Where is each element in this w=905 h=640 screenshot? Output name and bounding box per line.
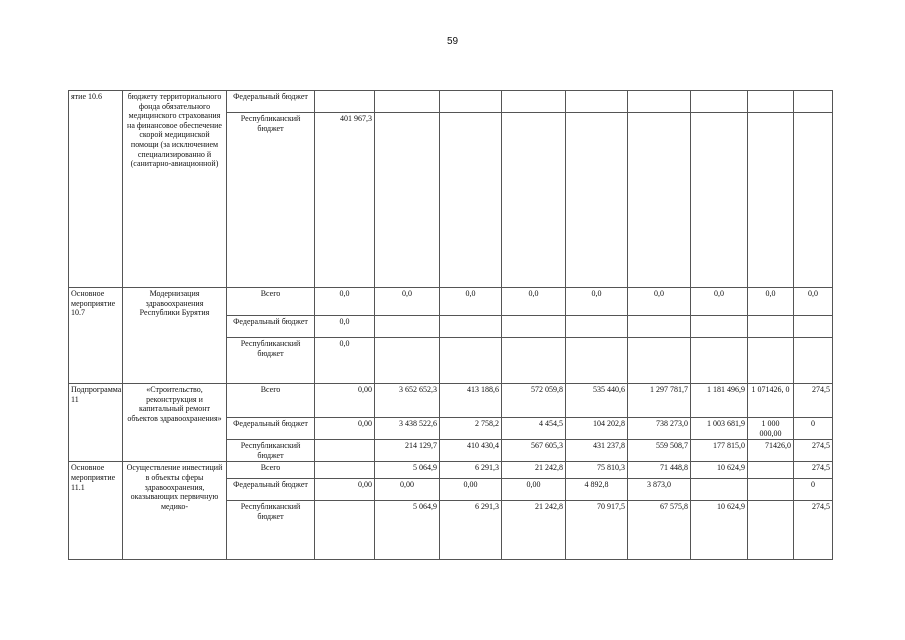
source-label: Федеральный бюджет [227,418,315,440]
table-cell: 0,00 [502,479,566,501]
activity-code: Основное мероприятие 10.7 [69,288,123,384]
activity-name: «Строительство, реконструкция и капитальный ремонт объектов здравоохранения» [123,384,227,462]
table-cell [691,479,748,501]
table-cell: 274,5 [794,440,833,462]
table-cell: 410 430,4 [440,440,502,462]
table-cell [748,479,794,501]
page-number: 59 [446,36,459,47]
table-cell: 0,0 [691,288,748,316]
table-cell: 0,0 [748,288,794,316]
table-cell [748,462,794,479]
table-cell: 6 291,3 [440,501,502,560]
table-row [69,91,833,113]
table-cell: 0,0 [375,288,440,316]
table-row [69,462,833,479]
table-cell: 10 624,9 [691,501,748,560]
table-cell: 4 892,8 [566,479,628,501]
table-cell: 21 242,8 [502,462,566,479]
table-cell: 5 064,9 [375,501,440,560]
table-cell: 2 758,2 [440,418,502,440]
table-cell: 274,5 [794,462,833,479]
table-cell: 71 448,8 [628,462,691,479]
table-cell: 0,0 [315,288,375,316]
table-cell: 5 064,9 [375,462,440,479]
table-cell: 4 454,5 [502,418,566,440]
source-label: Федеральный бюджет [227,479,315,501]
table-cell: 21 242,8 [502,501,566,560]
table-cell: 559 508,7 [628,440,691,462]
table-cell [748,501,794,560]
source-label: Федеральный бюджет [227,316,315,338]
table-cell: 431 237,8 [566,440,628,462]
table-cell: 572 059,8 [502,384,566,418]
table-cell: 177 815,0 [691,440,748,462]
table-cell: 0 [794,418,833,440]
table-cell: 6 291,3 [440,462,502,479]
table-cell: 214 129,7 [375,440,440,462]
table-row [69,384,833,418]
activity-name: Модернизация здравоохранения Республики Бурятия [123,288,227,384]
table-cell: 0,00 [440,479,502,501]
activity-code: Подпрограмма 11 [69,384,123,462]
table-cell: 1 003 681,9 [691,418,748,440]
table-cell: 1 297 781,7 [628,384,691,418]
activity-code: Основное мероприятие 11.1 [69,462,123,560]
table-cell: 0,0 [628,288,691,316]
table-cell: 70 917,5 [566,501,628,560]
source-label: Всего [227,288,315,316]
table-cell: 71426,0 [748,440,794,462]
table-cell: 0,00 [315,384,375,418]
table-cell: 0 [794,479,833,501]
table-cell: 0,0 [794,288,833,316]
table-cell: 0,0 [315,338,375,384]
budget-table [68,90,833,560]
source-label: Республиканский бюджет [227,501,315,560]
table-cell: 567 605,3 [502,440,566,462]
source-label: Республиканский бюджет [227,440,315,462]
table-cell [315,440,375,462]
table-cell: 0,0 [566,288,628,316]
table-cell: 413 188,6 [440,384,502,418]
table-cell: 0,0 [440,288,502,316]
table-cell: 0,00 [315,418,375,440]
table-cell: 3 652 652,3 [375,384,440,418]
table-cell: 274,5 [794,384,833,418]
table-cell: 67 575,8 [628,501,691,560]
source-label: Республиканский бюджет [227,338,315,384]
table-cell: 104 202,8 [566,418,628,440]
table-cell: 401 967,3 [315,113,375,288]
table-cell: 3 438 522,6 [375,418,440,440]
activity-name: бюджету территориального фонда обязательного медицинского страхования на финансовое обеспечение скорой медицинской помощи (за исключением специализированно й (санитарно-авиационной) [123,91,227,288]
table-cell: 0,0 [315,316,375,338]
source-label: Всего [227,462,315,479]
activity-name: Осуществление инвестиций в объекты сферы здравоохранения, оказывающих первичную медико- [123,462,227,560]
table-cell: 274,5 [794,501,833,560]
table-cell: 1 181 496,9 [691,384,748,418]
activity-code: ятие 10.6 [69,91,123,288]
table-cell: 0,00 [375,479,440,501]
table-cell [315,462,375,479]
source-label: Республиканский бюджет [227,113,315,288]
table-cell: 738 273,0 [628,418,691,440]
table-cell: 0,00 [315,479,375,501]
table-cell: 535 440,6 [566,384,628,418]
table-cell: 10 624,9 [691,462,748,479]
table-cell: 0,0 [502,288,566,316]
table-cell: 1 000 000,00 [748,418,794,440]
table-row [69,288,833,316]
table-cell: 75 810,3 [566,462,628,479]
table-cell [315,501,375,560]
source-label: Федеральный бюджет [227,91,315,113]
source-label: Всего [227,384,315,418]
table-cell: 3 873,0 [628,479,691,501]
table-cell: 1 071426, 0 [748,384,794,418]
